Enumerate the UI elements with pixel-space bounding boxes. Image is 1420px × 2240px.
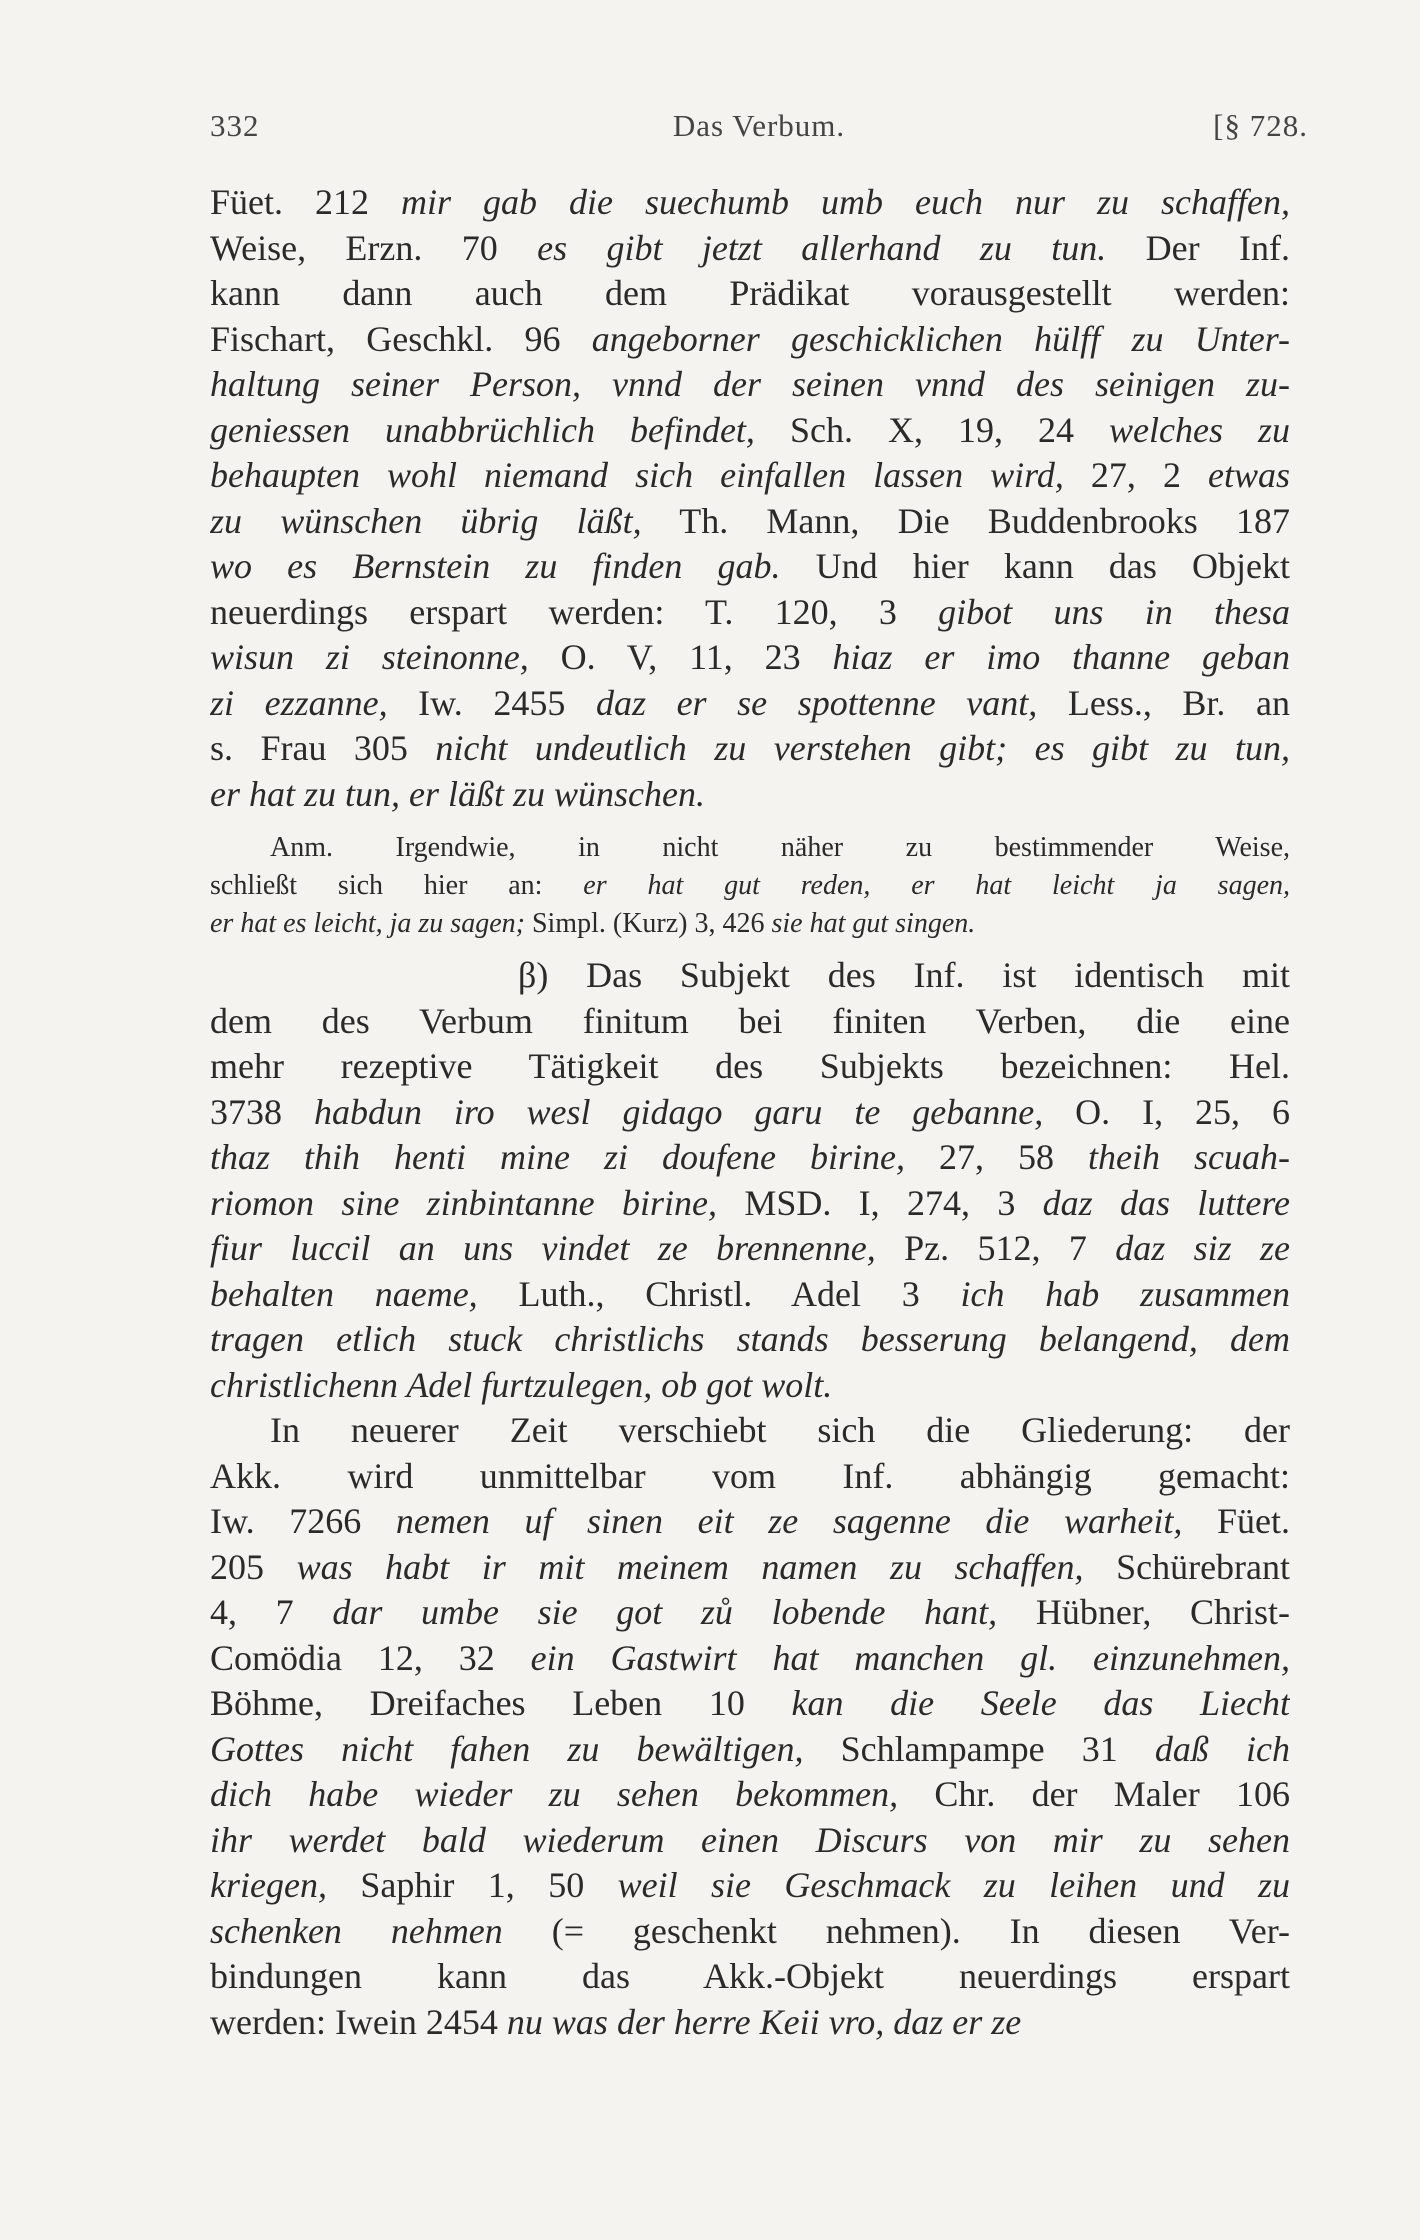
text-line — [210, 1363, 1290, 1409]
text-run — [1007, 728, 1034, 768]
text-run: werden: Iwein 2454 — [210, 2001, 507, 2042]
text-line — [210, 1499, 1290, 1545]
text-run: schließt sich hier an: — [210, 870, 584, 901]
text-run: 27, 2 — [1063, 455, 1208, 495]
text-line — [210, 1727, 1290, 1773]
text-run: Füet. 212 — [210, 182, 402, 222]
text-line — [210, 953, 1290, 999]
italic-quote: nemen uf sinen eit ze sagenne die warheit, — [395, 1501, 1183, 1541]
text-line — [210, 999, 1290, 1045]
italic-quote: behaupten wohl niemand sich einfallen lassen wird, — [210, 455, 1064, 495]
text-run: 3738 — [210, 1091, 314, 1132]
text-line — [210, 408, 1290, 454]
text-run: Th. Mann, Die Buddenbrooks 187 — [641, 500, 1290, 541]
text-run: neuerdings erspart werden: T. 120, 3 — [210, 591, 939, 632]
text-line — [210, 1226, 1290, 1272]
text-run: Pz. 512, 7 — [875, 1228, 1116, 1268]
running-header — [210, 108, 1308, 144]
text-line — [210, 681, 1290, 727]
italic-quote: er hat gut reden, er hat leicht ja sagen, — [583, 870, 1290, 901]
text-run: Schlampampe 31 — [803, 1728, 1155, 1769]
italic-quote: was habt ir mit meinem namen zu schaffen, — [296, 1546, 1084, 1587]
text-line — [210, 635, 1290, 681]
italic-quote: ein Gastwirt hat manchen gl. einzunehmen, — [530, 1637, 1290, 1678]
page-body — [210, 180, 1290, 2045]
italic-quote: etwas — [1208, 455, 1290, 495]
text-line — [210, 1545, 1290, 1591]
text-line — [210, 1636, 1290, 1682]
text-line — [210, 1909, 1290, 1955]
italic-quote: daß ich — [1154, 1728, 1290, 1769]
text-line — [210, 271, 1290, 317]
italic-quote: er hat zu tun, er läßt zu wünschen. — [210, 773, 705, 814]
italic-quote: habdun iro wesl gidago garu te gebanne, — [313, 1091, 1044, 1132]
text-line — [210, 180, 1290, 226]
text-line — [210, 317, 1290, 363]
italic-quote: theih scuah- — [1088, 1137, 1290, 1177]
text-run: Akk. wird unmittelbar vom Inf. abhängig gemacht: — [210, 1455, 1290, 1496]
text-run: β) Das Subjekt des Inf. ist identisch mit — [518, 955, 1290, 995]
italic-quote: hiaz er imo thanne geban — [832, 637, 1290, 677]
italic-quote: zu wünschen übrig läßt, — [210, 500, 642, 541]
text-line — [210, 1863, 1290, 1909]
italic-quote: kan die Seele das Liecht — [791, 1683, 1290, 1723]
text-run: Der Inf. — [1106, 227, 1290, 268]
running-title: Das Verbum. — [672, 108, 846, 143]
italic-quote: Gottes nicht fahen zu bewältigen, — [210, 1728, 804, 1769]
text-run: Chr. der Maler 106 — [898, 1774, 1290, 1814]
text-run: Sch. X, 19, 24 — [754, 409, 1110, 450]
text-run: Iw. 2455 — [387, 682, 596, 723]
text-line — [210, 867, 1290, 905]
text-run: 205 — [210, 1546, 297, 1587]
italic-quote: nu was der herre Keii vro, daz er ze — [506, 2001, 1022, 2042]
italic-quote: zi ezzanne, — [210, 682, 388, 723]
text-run: bindungen kann das Akk.-Objekt neuerdings erspart — [210, 1956, 1290, 1996]
italic-quote: christlichenn Adel furtzulegen, ob got wolt. — [210, 1364, 833, 1405]
italic-quote: fiur luccil an uns vindet ze brennenne, — [210, 1228, 876, 1268]
italic-quote: daz er se spottenne vant, — [595, 682, 1038, 723]
text-line — [210, 772, 1290, 818]
italic-quote: dich habe wieder zu sehen bekommen, — [210, 1774, 899, 1814]
italic-quote: haltung seiner Person, vnnd der seinen vnnd des seinigen zu- — [210, 364, 1290, 404]
italic-quote: ihr werdet bald wiederum einen Discurs von mir zu sehen — [210, 1819, 1290, 1860]
text-run: Luth., Christl. Adel 3 — [477, 1273, 961, 1314]
annotation-note — [210, 829, 1290, 943]
italic-quote: daz siz ze — [1115, 1228, 1290, 1268]
italic-quote: kriegen, — [210, 1865, 327, 1905]
text-run: Füet. — [1182, 1501, 1290, 1541]
text-line — [210, 905, 1290, 943]
paragraph-beta — [210, 953, 1290, 1408]
text-run: 4, 7 — [210, 1592, 333, 1632]
text-run: kann dann auch dem Prädikat vorausgestellt werden: — [210, 273, 1290, 313]
italic-quote: es gibt zu tun, — [1034, 728, 1290, 768]
italic-quote: riomon sine zinbintanne birine, — [210, 1182, 717, 1223]
text-line — [210, 1135, 1290, 1181]
text-line — [210, 829, 1290, 867]
text-line — [210, 1317, 1290, 1363]
text-line — [210, 1272, 1290, 1318]
text-line — [210, 590, 1290, 636]
italic-quote: es gibt jetzt allerhand zu tun. — [537, 227, 1107, 268]
italic-quote: welches zu — [1109, 409, 1290, 450]
text-line — [210, 726, 1290, 772]
italic-quote: wisun zi steinonne, — [210, 637, 529, 677]
italic-quote: ich hab zusammen — [960, 1273, 1290, 1314]
text-run: Böhme, Dreifaches Leben 10 — [210, 1683, 792, 1723]
italic-quote: angeborner geschicklichen hülff zu Unter- — [591, 318, 1290, 359]
text-run: s. Frau 305 — [210, 728, 436, 768]
text-run: MSD. I, 274, 3 — [716, 1182, 1043, 1223]
italic-quote: nicht undeutlich zu verstehen gibt; — [435, 728, 1008, 768]
text-run: dem des Verbum finitum bei finiten Verben, die eine — [210, 1000, 1290, 1041]
italic-quote: geniessen unabbrüchlich befindet, — [210, 409, 755, 450]
page-number: 332 — [210, 108, 260, 143]
text-run: Comödia 12, 32 — [210, 1637, 531, 1678]
text-line — [210, 1590, 1290, 1636]
italic-quote: mir gab die suechumb umb euch nur zu schaffen, — [401, 182, 1290, 222]
italic-quote: thaz thih henti mine zi doufene birine, — [210, 1137, 905, 1177]
text-run: Simpl. (Kurz) 3, 426 — [524, 908, 772, 939]
italic-quote: weil sie Geschmack zu leihen und zu — [617, 1865, 1290, 1905]
text-line — [210, 1408, 1290, 1454]
text-line — [210, 544, 1290, 590]
text-line — [210, 226, 1290, 272]
text-run: Hübner, Christ- — [997, 1592, 1290, 1632]
text-run: O. I, 25, 6 — [1043, 1091, 1290, 1132]
text-line — [210, 1681, 1290, 1727]
text-line — [210, 362, 1290, 408]
italic-quote: dar umbe sie got zů lobende hant, — [332, 1592, 998, 1632]
text-line — [210, 1090, 1290, 1136]
text-line — [210, 2000, 1290, 2046]
paragraph-continuation — [210, 180, 1290, 817]
text-line — [210, 453, 1290, 499]
italic-quote: schenken nehmen — [210, 1910, 503, 1951]
text-run: In neuerer Zeit verschiebt sich die Gliederung: der — [270, 1410, 1290, 1450]
text-run: O. V, 11, 23 — [528, 637, 833, 677]
text-line — [210, 1818, 1290, 1864]
text-line — [210, 1044, 1290, 1090]
text-line — [210, 1772, 1290, 1818]
text-run: mehr rezeptive Tätigkeit des Subjekts bezeichnen: Hel. — [210, 1046, 1290, 1086]
italic-quote: wo es Bernstein zu finden gab. — [210, 546, 781, 586]
text-run: Iw. 7266 — [210, 1501, 396, 1541]
text-run: Und hier kann das Objekt — [780, 546, 1290, 586]
text-run: Anm. Irgendwie, in nicht näher zu bestimmender Weise, — [270, 832, 1290, 863]
text-run: Weise, Erzn. 70 — [210, 227, 538, 268]
text-line — [210, 1454, 1290, 1500]
text-line — [210, 1181, 1290, 1227]
text-run: Saphir 1, 50 — [326, 1865, 618, 1905]
text-run: Fischart, Geschkl. 96 — [210, 318, 592, 359]
section-number: [§ 728. — [1213, 108, 1308, 143]
italic-quote: daz das luttere — [1042, 1182, 1290, 1223]
text-run: Less., Br. an — [1037, 682, 1290, 723]
italic-quote: sie hat gut singen. — [771, 908, 976, 939]
text-line — [210, 1954, 1290, 2000]
paragraph-accusative — [210, 1408, 1290, 2045]
italic-quote: er hat es leicht, ja zu sagen; — [210, 908, 525, 939]
text-line — [210, 499, 1290, 545]
text-run: (= geschenkt nehmen). In diesen Ver- — [502, 1910, 1290, 1951]
text-run: Schürebrant — [1083, 1546, 1290, 1587]
italic-quote: tragen etlich stuck christlichs stands besserung belangend, dem — [210, 1319, 1290, 1359]
italic-quote: behalten naeme, — [210, 1273, 478, 1314]
italic-quote: gibot uns in thesa — [938, 591, 1290, 632]
text-run: 27, 58 — [905, 1137, 1089, 1177]
